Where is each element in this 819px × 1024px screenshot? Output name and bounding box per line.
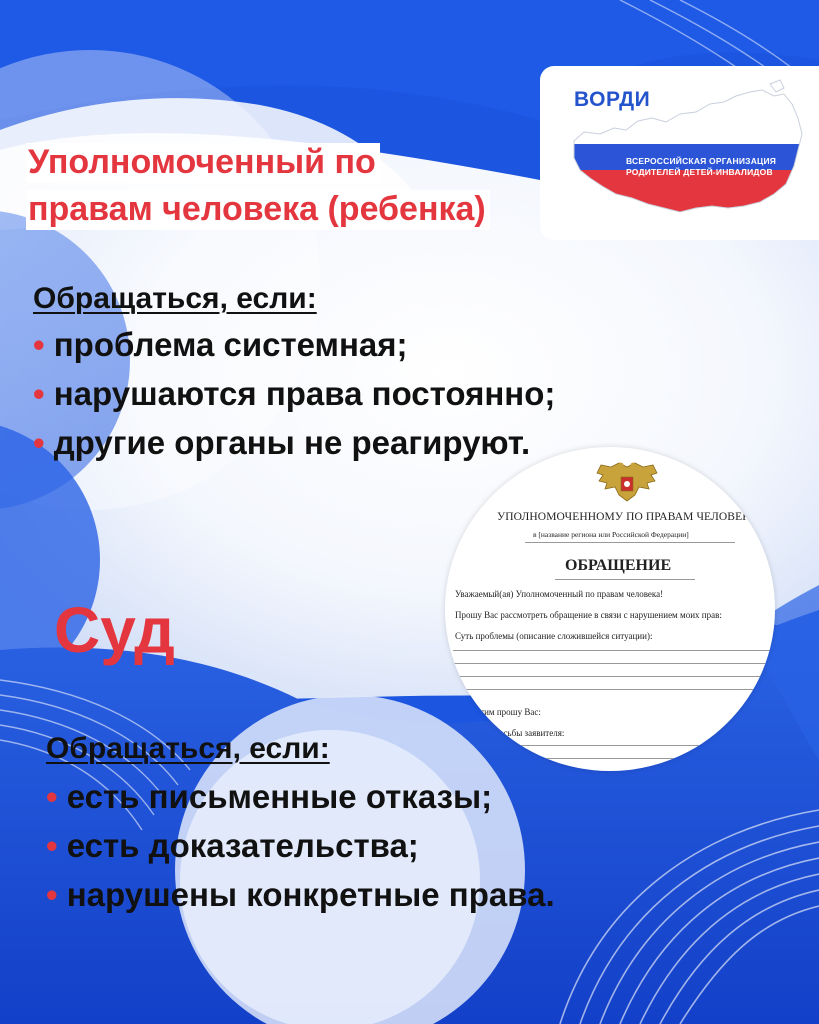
coat-of-arms-icon (595, 461, 659, 503)
divider (525, 542, 735, 543)
divider (555, 579, 695, 580)
court-bullet-2: • есть доказательства; (46, 827, 419, 864)
blank-line (475, 745, 755, 746)
blank-line (453, 663, 773, 664)
document-request: Прошу Вас рассмотреть обращение в связи с нарушением моих прав: (455, 610, 722, 620)
document-preview (445, 447, 775, 771)
title-line-2: правам человека (ребенка) (26, 190, 490, 230)
document-essence: Суть проблемы (описание сложившейся ситуации): (455, 631, 653, 641)
blank-line (453, 650, 773, 651)
document-title: ОБРАЩЕНИЕ (565, 557, 672, 574)
ombudsman-bullet-1: • проблема системная; (33, 326, 408, 363)
logo-subtitle: ВСЕРОССИЙСКАЯ ОРГАНИЗАЦИЯ РОДИТЕЛЕЙ ДЕТЕЙ-ИНВАЛИДОВ (626, 156, 777, 177)
ombudsman-bullet-3: • другие органы не реагируют. (33, 424, 531, 461)
ombudsman-bullet-2: • нарушаются права постоянно; (33, 375, 556, 412)
blank-line (453, 676, 773, 677)
document-header: УПОЛНОМОЧЕННОМУ ПО ПРАВАМ ЧЕЛОВЕКА (497, 511, 759, 523)
title-line-1: Уполномоченный по (26, 143, 380, 183)
court-bullet-3: • нарушены конкретные права. (46, 876, 555, 913)
vordi-logo (540, 66, 819, 240)
blank-line (485, 758, 745, 759)
court-title: Суд (54, 594, 175, 666)
blank-line (453, 689, 773, 690)
document-region: в [название региона или Российской Федерации] (533, 530, 689, 539)
court-bullet-1: • есть письменные отказы; (46, 778, 493, 815)
ombudsman-heading: Обращаться, если: (33, 282, 317, 315)
court-heading: Обращаться, если: (46, 732, 330, 765)
logo-name: ВОРДИ (574, 88, 651, 111)
document-ask: и с этим прошу Вас: (463, 707, 541, 717)
document-demand: /просьбы заявителя: (487, 728, 565, 738)
document-greeting: Уважаемый(ая) Уполномоченный по правам человека! (455, 589, 664, 599)
